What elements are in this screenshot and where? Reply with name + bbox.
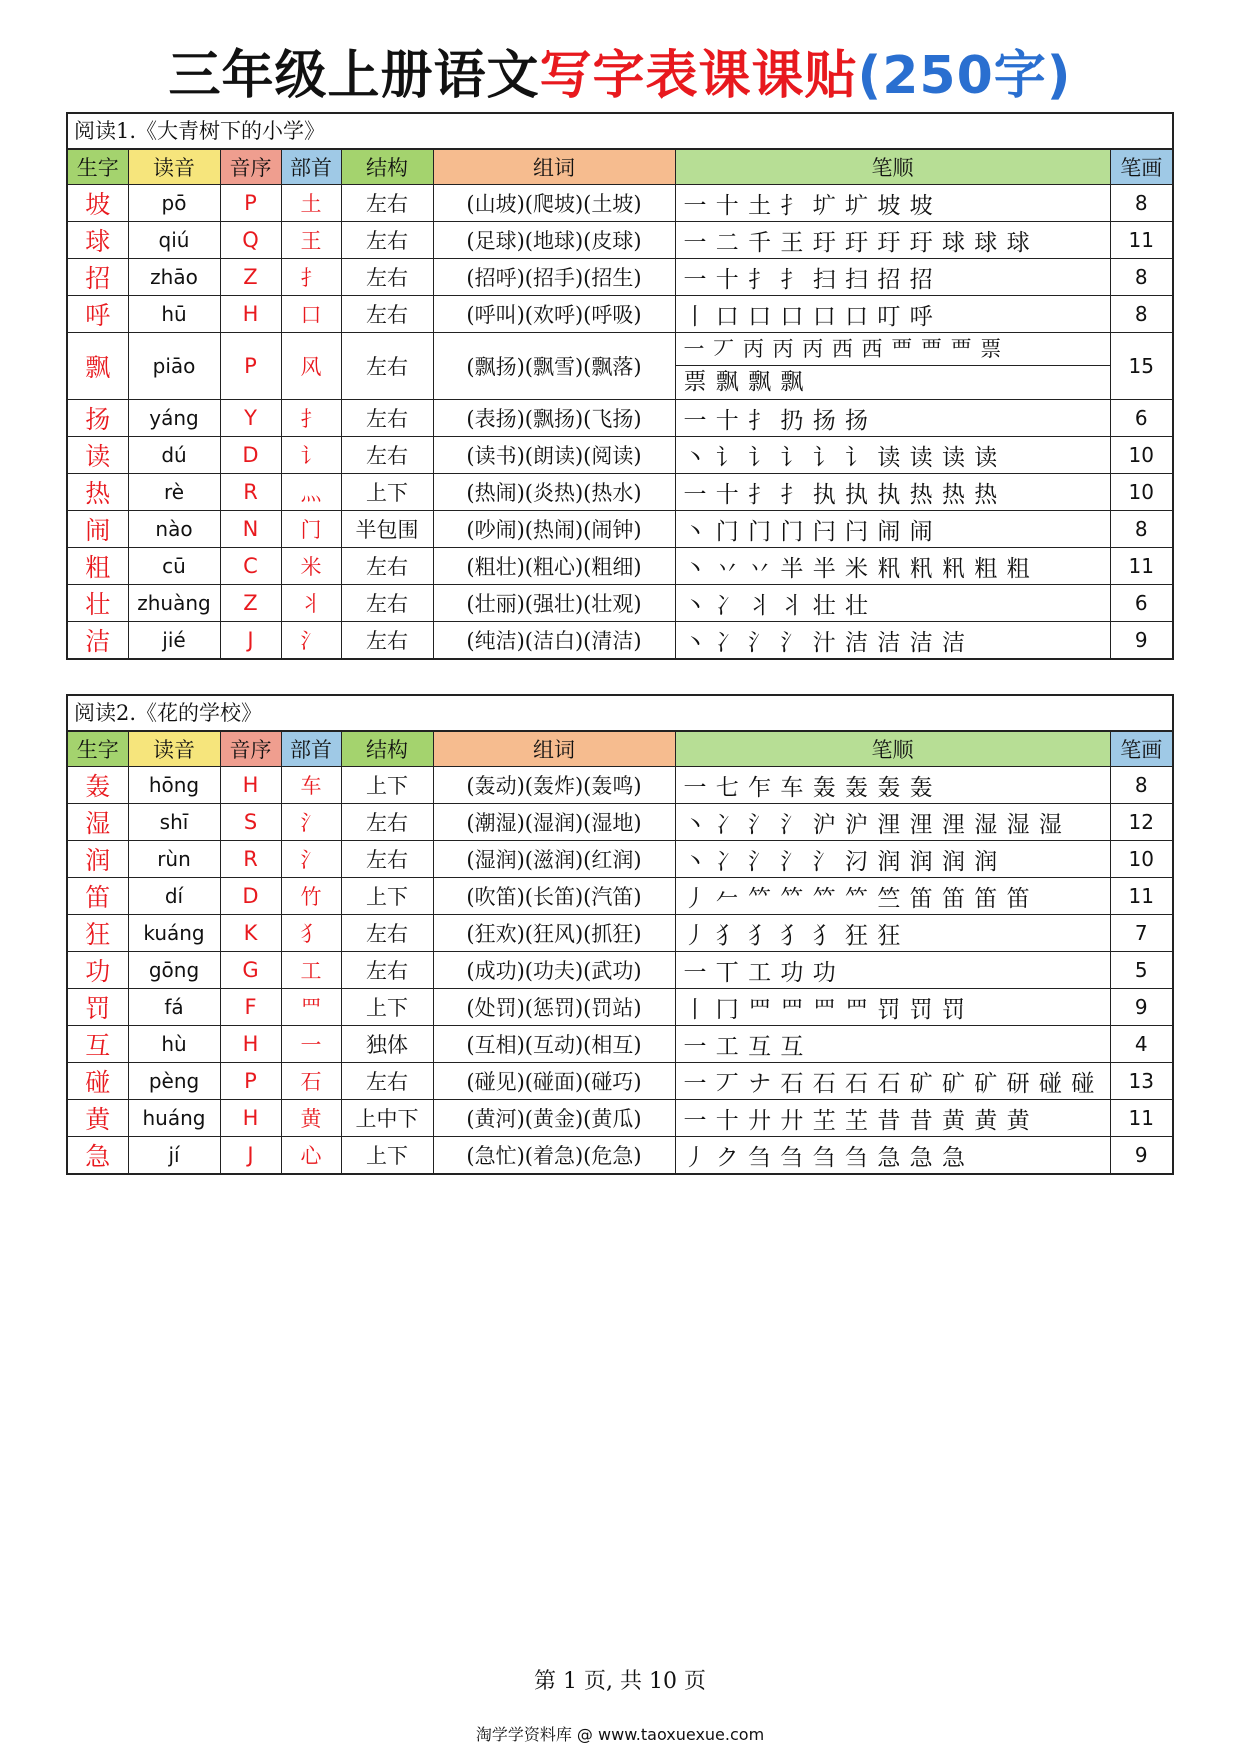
section-heading: 阅读1.《大青树下的小学》: [68, 114, 1172, 149]
character-table: [68, 731, 1172, 1173]
table-header-row: [68, 150, 1172, 185]
structure-cell: 上中下: [341, 1100, 433, 1137]
word-examples-cell: (成功)(功夫)(武功): [433, 952, 675, 989]
word-examples-cell: (狂欢)(狂风)(抓狂): [433, 915, 675, 952]
radical-cell: 石: [281, 1063, 341, 1100]
word-examples-cell: (读书)(朗读)(阅读): [433, 437, 675, 474]
character-cell: 功: [68, 952, 128, 989]
radical-cell: 土: [281, 185, 341, 222]
stroke-count-cell: 10: [1110, 474, 1172, 511]
structure-cell: 上下: [341, 474, 433, 511]
table-row: [68, 915, 1172, 952]
initial-letter-cell: S: [220, 804, 281, 841]
word-examples-cell: (纯洁)(洁白)(清洁): [433, 622, 675, 659]
character-cell: 急: [68, 1137, 128, 1174]
stroke-order-cell: 丨 口 口 口 口 口 叮 呼: [675, 296, 1110, 333]
stroke-order-cell: 丶 讠 讠 讠 讠 讠 读 读 读 读: [675, 437, 1110, 474]
radical-cell: 灬: [281, 474, 341, 511]
stroke-count-cell: 15: [1110, 333, 1172, 400]
pinyin-cell: yáng: [128, 400, 220, 437]
column-header: 部首: [281, 732, 341, 767]
radical-cell: 竹: [281, 878, 341, 915]
table-row: [68, 222, 1172, 259]
table-row: [68, 437, 1172, 474]
initial-letter-cell: R: [220, 474, 281, 511]
stroke-order-cell: 一 丆 ナ 石 石 石 石 矿 矿 矿 研 碰 碰: [675, 1063, 1110, 1100]
initial-letter-cell: P: [220, 333, 281, 400]
character-cell: 粗: [68, 548, 128, 585]
column-header: 音序: [220, 150, 281, 185]
structure-cell: 左右: [341, 400, 433, 437]
section-heading: 阅读2.《花的学校》: [68, 696, 1172, 731]
pinyin-cell: zhuàng: [128, 585, 220, 622]
initial-letter-cell: G: [220, 952, 281, 989]
character-table: [68, 149, 1172, 658]
character-cell: 壮: [68, 585, 128, 622]
radical-cell: 心: [281, 1137, 341, 1174]
word-examples-cell: (呼叫)(欢呼)(呼吸): [433, 296, 675, 333]
structure-cell: 上下: [341, 1137, 433, 1174]
section-reading-2: [66, 694, 1174, 1175]
word-examples-cell: (足球)(地球)(皮球): [433, 222, 675, 259]
initial-letter-cell: Z: [220, 585, 281, 622]
character-cell: 碰: [68, 1063, 128, 1100]
initial-letter-cell: F: [220, 989, 281, 1026]
stroke-order-cell: 丶 冫 氵 氵 汁 洁 洁 洁 洁: [675, 622, 1110, 659]
stroke-order-cell: 丶 冫 氵 氵 沪 沪 浬 浬 浬 湿 湿 湿: [675, 804, 1110, 841]
title-main: 三年级上册语文: [168, 46, 540, 106]
stroke-order-cell: 一 十 扌 扔 扬 扬: [675, 400, 1110, 437]
structure-cell: 左右: [341, 841, 433, 878]
initial-letter-cell: N: [220, 511, 281, 548]
stroke-order-cell: 丿 ク 刍 刍 刍 刍 急 急 急: [675, 1137, 1110, 1174]
column-header: 笔顺: [675, 150, 1110, 185]
word-examples-cell: (粗壮)(粗心)(粗细): [433, 548, 675, 585]
character-cell: 洁: [68, 622, 128, 659]
radical-cell: 门: [281, 511, 341, 548]
pinyin-cell: pō: [128, 185, 220, 222]
table-row: [68, 1137, 1172, 1174]
pinyin-cell: fá: [128, 989, 220, 1026]
word-examples-cell: (急忙)(着急)(危急): [433, 1137, 675, 1174]
radical-cell: 氵: [281, 804, 341, 841]
character-cell: 闹: [68, 511, 128, 548]
stroke-order-cell: 一 七 乍 车 轰 轰 轰 轰: [675, 767, 1110, 804]
structure-cell: 左右: [341, 222, 433, 259]
pinyin-cell: kuáng: [128, 915, 220, 952]
table-row: [68, 400, 1172, 437]
radical-cell: 氵: [281, 622, 341, 659]
radical-cell: 工: [281, 952, 341, 989]
table-row: [68, 841, 1172, 878]
stroke-order-cell: 丨 冂 罒 罒 罒 罒 罚 罚 罚: [675, 989, 1110, 1026]
word-examples-cell: (壮丽)(强壮)(壮观): [433, 585, 675, 622]
structure-cell: 左右: [341, 804, 433, 841]
structure-cell: 上下: [341, 878, 433, 915]
character-cell: 飘: [68, 333, 128, 400]
radical-cell: 罒: [281, 989, 341, 1026]
character-cell: 湿: [68, 804, 128, 841]
structure-cell: 独体: [341, 1026, 433, 1063]
structure-cell: 左右: [341, 585, 433, 622]
structure-cell: 上下: [341, 767, 433, 804]
stroke-order-cell: 一 丅 工 功 功: [675, 952, 1110, 989]
structure-cell: 左右: [341, 259, 433, 296]
stroke-order-cell: 一 十 扌 扌 执 执 执 热 热 热: [675, 474, 1110, 511]
character-cell: 招: [68, 259, 128, 296]
word-examples-cell: (吵闹)(热闹)(闹钟): [433, 511, 675, 548]
word-examples-cell: (碰见)(碰面)(碰巧): [433, 1063, 675, 1100]
pinyin-cell: jí: [128, 1137, 220, 1174]
table-row: [68, 767, 1172, 804]
pinyin-cell: hōng: [128, 767, 220, 804]
stroke-count-cell: 11: [1110, 548, 1172, 585]
structure-cell: 左右: [341, 333, 433, 400]
table-row: [68, 511, 1172, 548]
radical-cell: 扌: [281, 400, 341, 437]
pinyin-cell: shī: [128, 804, 220, 841]
radical-cell: 王: [281, 222, 341, 259]
word-examples-cell: (黄河)(黄金)(黄瓜): [433, 1100, 675, 1137]
word-examples-cell: (表扬)(飘扬)(飞扬): [433, 400, 675, 437]
pinyin-cell: dú: [128, 437, 220, 474]
character-cell: 球: [68, 222, 128, 259]
stroke-count-cell: 12: [1110, 804, 1172, 841]
structure-cell: 左右: [341, 185, 433, 222]
structure-cell: 左右: [341, 952, 433, 989]
pinyin-cell: nào: [128, 511, 220, 548]
pinyin-cell: piāo: [128, 333, 220, 400]
table-row: [68, 548, 1172, 585]
table-row: [68, 1026, 1172, 1063]
pinyin-cell: huáng: [128, 1100, 220, 1137]
column-header: 笔画: [1110, 150, 1172, 185]
character-cell: 润: [68, 841, 128, 878]
column-header: 生字: [68, 150, 128, 185]
stroke-count-cell: 10: [1110, 841, 1172, 878]
structure-cell: 左右: [341, 437, 433, 474]
stroke-count-cell: 9: [1110, 1137, 1172, 1174]
character-cell: 黄: [68, 1100, 128, 1137]
column-header: 生字: [68, 732, 128, 767]
word-examples-cell: (湿润)(滋润)(红润): [433, 841, 675, 878]
column-header: 笔画: [1110, 732, 1172, 767]
character-cell: 互: [68, 1026, 128, 1063]
section-reading-1: [66, 112, 1174, 660]
stroke-count-cell: 5: [1110, 952, 1172, 989]
stroke-count-cell: 8: [1110, 259, 1172, 296]
radical-cell: 氵: [281, 841, 341, 878]
radical-cell: 讠: [281, 437, 341, 474]
column-header: 部首: [281, 150, 341, 185]
stroke-count-cell: 7: [1110, 915, 1172, 952]
table-row: [68, 1100, 1172, 1137]
stroke-order-cell: 一 工 互 互: [675, 1026, 1110, 1063]
word-examples-cell: (热闹)(炎热)(热水): [433, 474, 675, 511]
stroke-count-cell: 9: [1110, 622, 1172, 659]
radical-cell: 丬: [281, 585, 341, 622]
initial-letter-cell: Q: [220, 222, 281, 259]
word-examples-cell: (飘扬)(飘雪)(飘落): [433, 333, 675, 400]
initial-letter-cell: H: [220, 1026, 281, 1063]
column-header: 音序: [220, 732, 281, 767]
source-watermark: 淘学学资料库 @ www.taoxuexue.com: [475, 1725, 765, 1744]
word-examples-cell: (互相)(互动)(相互): [433, 1026, 675, 1063]
stroke-order-cell: 一 十 廾 廾 芏 芏 昔 昔 黄 黄 黄: [675, 1100, 1110, 1137]
table-row: [68, 804, 1172, 841]
pinyin-cell: gōng: [128, 952, 220, 989]
stroke-order-cell: [675, 333, 1110, 400]
initial-letter-cell: R: [220, 841, 281, 878]
pinyin-cell: rùn: [128, 841, 220, 878]
stroke-order-line-2: 票 飘 飘 飘: [683, 369, 805, 395]
stroke-count-cell: 8: [1110, 511, 1172, 548]
character-cell: 扬: [68, 400, 128, 437]
word-examples-cell: (吹笛)(长笛)(汽笛): [433, 878, 675, 915]
column-header: 结构: [341, 732, 433, 767]
character-cell: 狂: [68, 915, 128, 952]
table-row: [68, 259, 1172, 296]
stroke-count-cell: 4: [1110, 1026, 1172, 1063]
column-header: 结构: [341, 150, 433, 185]
initial-letter-cell: D: [220, 437, 281, 474]
character-cell: 热: [68, 474, 128, 511]
initial-letter-cell: D: [220, 878, 281, 915]
stroke-order-line-1: 一 丆 丙 丙 丙 西 西 覀 覀 覀 票: [676, 333, 1110, 366]
word-examples-cell: (潮湿)(湿润)(湿地): [433, 804, 675, 841]
initial-letter-cell: K: [220, 915, 281, 952]
stroke-order-cell: 一 十 土 扌 圹 圹 坡 坡: [675, 185, 1110, 222]
table-row: [68, 622, 1172, 659]
table-row: [68, 585, 1172, 622]
radical-cell: 黄: [281, 1100, 341, 1137]
stroke-count-cell: 9: [1110, 989, 1172, 1026]
structure-cell: 左右: [341, 915, 433, 952]
pinyin-cell: zhāo: [128, 259, 220, 296]
column-header: 笔顺: [675, 732, 1110, 767]
title-highlight: 写字表课课贴: [539, 46, 858, 106]
stroke-count-cell: 11: [1110, 1100, 1172, 1137]
word-examples-cell: (轰动)(轰炸)(轰鸣): [433, 767, 675, 804]
initial-letter-cell: H: [220, 767, 281, 804]
column-header: 组词: [433, 150, 675, 185]
pinyin-cell: cū: [128, 548, 220, 585]
table-row: [68, 333, 1172, 400]
column-header: 组词: [433, 732, 675, 767]
radical-cell: 米: [281, 548, 341, 585]
structure-cell: 左右: [341, 622, 433, 659]
stroke-order-cell: 丿 𠂉 𥫗 𥫗 𥫗 𥫗 竺 笛 笛 笛 笛: [675, 878, 1110, 915]
initial-letter-cell: P: [220, 1063, 281, 1100]
radical-cell: 扌: [281, 259, 341, 296]
word-examples-cell: (处罚)(惩罚)(罚站): [433, 989, 675, 1026]
pinyin-cell: jié: [128, 622, 220, 659]
table-header-row: [68, 732, 1172, 767]
stroke-order-cell: 丿 犭 犭 犭 犭 狂 狂: [675, 915, 1110, 952]
pinyin-cell: rè: [128, 474, 220, 511]
stroke-order-cell: 丶 冫 丬 丬 壮 壮: [675, 585, 1110, 622]
initial-letter-cell: J: [220, 1137, 281, 1174]
pinyin-cell: hū: [128, 296, 220, 333]
stroke-order-cell: 一 二 千 王 玗 玗 玗 玗 球 球 球: [675, 222, 1110, 259]
structure-cell: 左右: [341, 1063, 433, 1100]
word-examples-cell: (招呼)(招手)(招生): [433, 259, 675, 296]
structure-cell: 左右: [341, 548, 433, 585]
initial-letter-cell: Z: [220, 259, 281, 296]
stroke-order-cell: 丶 丷 丷 半 半 米 籸 籸 籸 粗 粗: [675, 548, 1110, 585]
structure-cell: 左右: [341, 296, 433, 333]
pinyin-cell: qiú: [128, 222, 220, 259]
stroke-count-cell: 13: [1110, 1063, 1172, 1100]
word-examples-cell: (山坡)(爬坡)(土坡): [433, 185, 675, 222]
initial-letter-cell: H: [220, 1100, 281, 1137]
stroke-count-cell: 8: [1110, 185, 1172, 222]
page-title: [0, 40, 1240, 112]
character-cell: 呼: [68, 296, 128, 333]
initial-letter-cell: P: [220, 185, 281, 222]
initial-letter-cell: C: [220, 548, 281, 585]
table-row: [68, 1063, 1172, 1100]
pinyin-cell: pèng: [128, 1063, 220, 1100]
character-cell: 读: [68, 437, 128, 474]
stroke-order-cell: 丶 门 门 门 闩 闩 闹 闹: [675, 511, 1110, 548]
stroke-count-cell: 6: [1110, 400, 1172, 437]
initial-letter-cell: Y: [220, 400, 281, 437]
stroke-count-cell: 11: [1110, 222, 1172, 259]
table-row: [68, 474, 1172, 511]
table-row: [68, 185, 1172, 222]
column-header: 读音: [128, 732, 220, 767]
character-cell: 坡: [68, 185, 128, 222]
radical-cell: 一: [281, 1026, 341, 1063]
title-count: (250字): [857, 46, 1072, 106]
table-row: [68, 296, 1172, 333]
table-row: [68, 952, 1172, 989]
stroke-count-cell: 8: [1110, 296, 1172, 333]
radical-cell: 犭: [281, 915, 341, 952]
stroke-count-cell: 10: [1110, 437, 1172, 474]
page-number: 第 1 页, 共 10 页: [534, 1669, 706, 1694]
column-header: 读音: [128, 150, 220, 185]
initial-letter-cell: H: [220, 296, 281, 333]
character-cell: 罚: [68, 989, 128, 1026]
character-cell: 轰: [68, 767, 128, 804]
structure-cell: 半包围: [341, 511, 433, 548]
initial-letter-cell: J: [220, 622, 281, 659]
table-row: [68, 989, 1172, 1026]
radical-cell: 口: [281, 296, 341, 333]
stroke-count-cell: 8: [1110, 767, 1172, 804]
pinyin-cell: dí: [128, 878, 220, 915]
character-cell: 笛: [68, 878, 128, 915]
table-row: [68, 878, 1172, 915]
stroke-order-cell: 一 十 扌 扌 扫 扫 招 招: [675, 259, 1110, 296]
pinyin-cell: hù: [128, 1026, 220, 1063]
stroke-count-cell: 6: [1110, 585, 1172, 622]
radical-cell: 风: [281, 333, 341, 400]
stroke-count-cell: 11: [1110, 878, 1172, 915]
stroke-order-cell: 丶 冫 氵 氵 氵 汈 润 润 润 润: [675, 841, 1110, 878]
structure-cell: 上下: [341, 989, 433, 1026]
radical-cell: 车: [281, 767, 341, 804]
